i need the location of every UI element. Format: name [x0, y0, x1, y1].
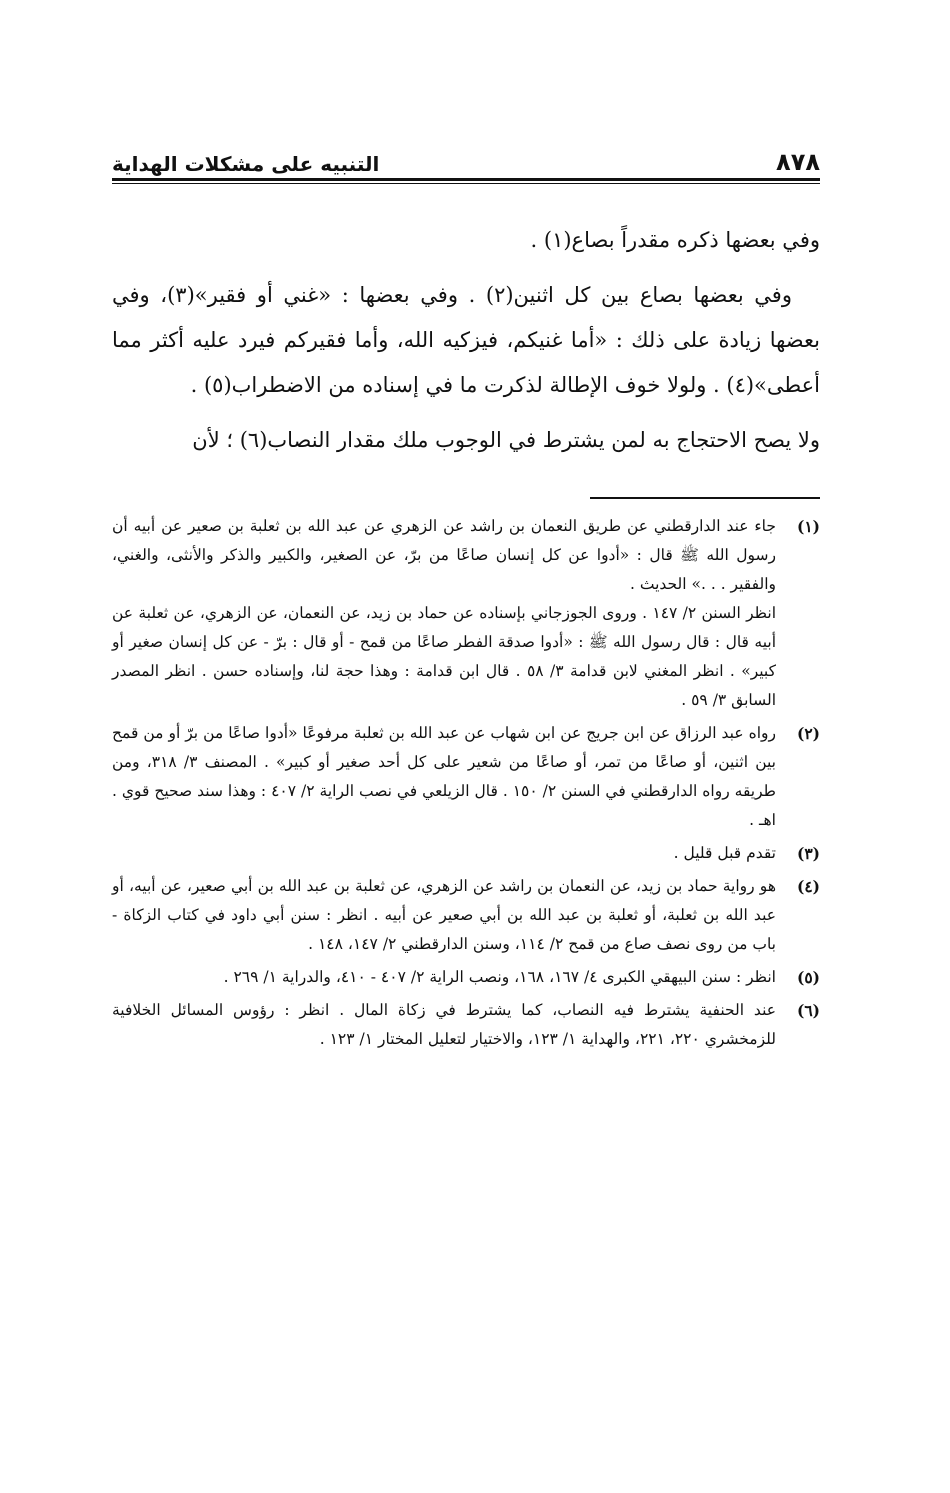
body-paragraph: ولا يصح الاحتجاج به لمن يشترط في الوجوب ملك مقدار النصاب(٦) ؛ لأن	[192, 428, 820, 452]
footnote-text	[112, 996, 776, 1054]
body-paragraph: وفي بعضها بصاع بين كل اثنين(٢) . وفي بعضها : «غني أو فقير»(٣)، وفي بعضها زيادة على ذلك : «أما غنيكم، فيزكيه الله، وأما فقيركم فيرد عليه أكثر مما أعطى»(٤) . ولولا خوف الإطالة لذكرت ما في إسناده من الاضطراب(٥) .	[112, 283, 820, 397]
footnote	[112, 719, 820, 835]
body-paragraph: وفي بعضها ذكره مقدراً بصاع(١) .	[530, 228, 820, 252]
footnote-separator	[590, 497, 820, 499]
footnote-paragraph: انظر السنن ٢/ ١٤٧ . وروى الجوزجاني بإسناده عن حماد بن زيد، عن النعمان، عن الزهري، عن ثعلبة عن أبيه قال : قال رسول الله ﷺ : «أدوا صدقة الفطر صاعًا من قمح - أو قال : برّ - عن كل إنسان صغير أو كبير» . انظر المغني لابن قدامة ٣/ ٥٨ . قال ابن قدامة : وهذا حجة لنا، وإسناده حسن . انظر المصدر السابق ٣/ ٥٩ .	[112, 604, 776, 709]
footnote-paragraph: عند الحنفية يشترط فيه النصاب، كما يشترط في زكاة المال . انظر : رؤوس المسائل الخلافية للزمخشري ٢٢٠، ٢٢١، والهداية ١/ ١٢٣، والاختيار لتعليل المختار ١/ ١٢٣ .	[112, 1001, 776, 1048]
footnote-paragraph: هو رواية حماد بن زيد، عن النعمان بن راشد عن الزهري، عن ثعلبة بن عبد الله بن أبي صعير، عن أبيه، أو عبد الله بن ثعلبة، أو ثعلبة بن عبد الله بن أبي صعير عن أبيه . انظر : سنن أبي داود في كتاب الزكاة - باب من روى نصف صاع من قمح ٢/ ١١٤، وسنن الدارقطني ٢/ ١٤٧، ١٤٨ .	[112, 877, 776, 953]
header-rule-thin	[112, 183, 820, 184]
footnote-number: (٤)	[796, 877, 820, 896]
footnote-text	[112, 512, 776, 715]
footnote	[112, 963, 820, 992]
main-text	[112, 218, 820, 473]
footnote	[112, 512, 820, 715]
footnote-number: (٢)	[796, 724, 820, 743]
footnote-number: (٣)	[796, 844, 820, 863]
footnote-text	[112, 839, 776, 868]
footnote-number: (٦)	[796, 1001, 820, 1020]
footnotes	[112, 512, 820, 1058]
footnote-paragraph: رواه عبد الرزاق عن ابن جريج عن ابن شهاب عن عبد الله بن ثعلبة مرفوعًا «أدوا صاعًا من برّ أو من قمح بين اثنين، أو صاعًا من تمر، أو صاعًا من شعير على كل أحد صغير أو كبير» . المصنف ٣/ ٣١٨، ومن طريقه رواه الدارقطني في السنن ٢/ ١٥٠ . قال الزيلعي في نصب الراية ٢/ ٤٠٧ : وهذا سند صحيح قوي . اهـ .	[112, 724, 776, 829]
footnote-paragraph: تقدم قبل قليل .	[673, 844, 776, 862]
footnote-text	[112, 719, 776, 835]
footnote-paragraph: جاء عند الدارقطني عن طريق النعمان بن راشد عن الزهري عن عبد الله بن ثعلبة بن صعير عن أبيه أن رسول الله ﷺ قال : «أدوا عن كل إنسان صاعًا من برّ، عن الصغير، والكبير والذكر والأنثى، والغني، والفقير . . .» الحديث .	[112, 517, 776, 593]
page-number: ٨٧٨	[776, 148, 820, 176]
footnote-number: (١)	[796, 517, 820, 536]
footnote-number: (٥)	[796, 968, 820, 987]
footnote	[112, 996, 820, 1054]
footnote-paragraph: انظر : سنن البيهقي الكبرى ٤/ ١٦٧، ١٦٨، ونصب الراية ٢/ ٤٠٧ - ٤١٠، والدراية ١/ ٢٦٩ .	[223, 968, 776, 986]
footnote-text	[112, 872, 776, 959]
header-rule-thick	[112, 178, 820, 181]
footnote-text	[112, 963, 776, 992]
footnote	[112, 839, 820, 868]
page-header	[112, 140, 820, 176]
footnote	[112, 872, 820, 959]
running-title: التنبيه على مشكلات الهداية	[112, 152, 380, 176]
